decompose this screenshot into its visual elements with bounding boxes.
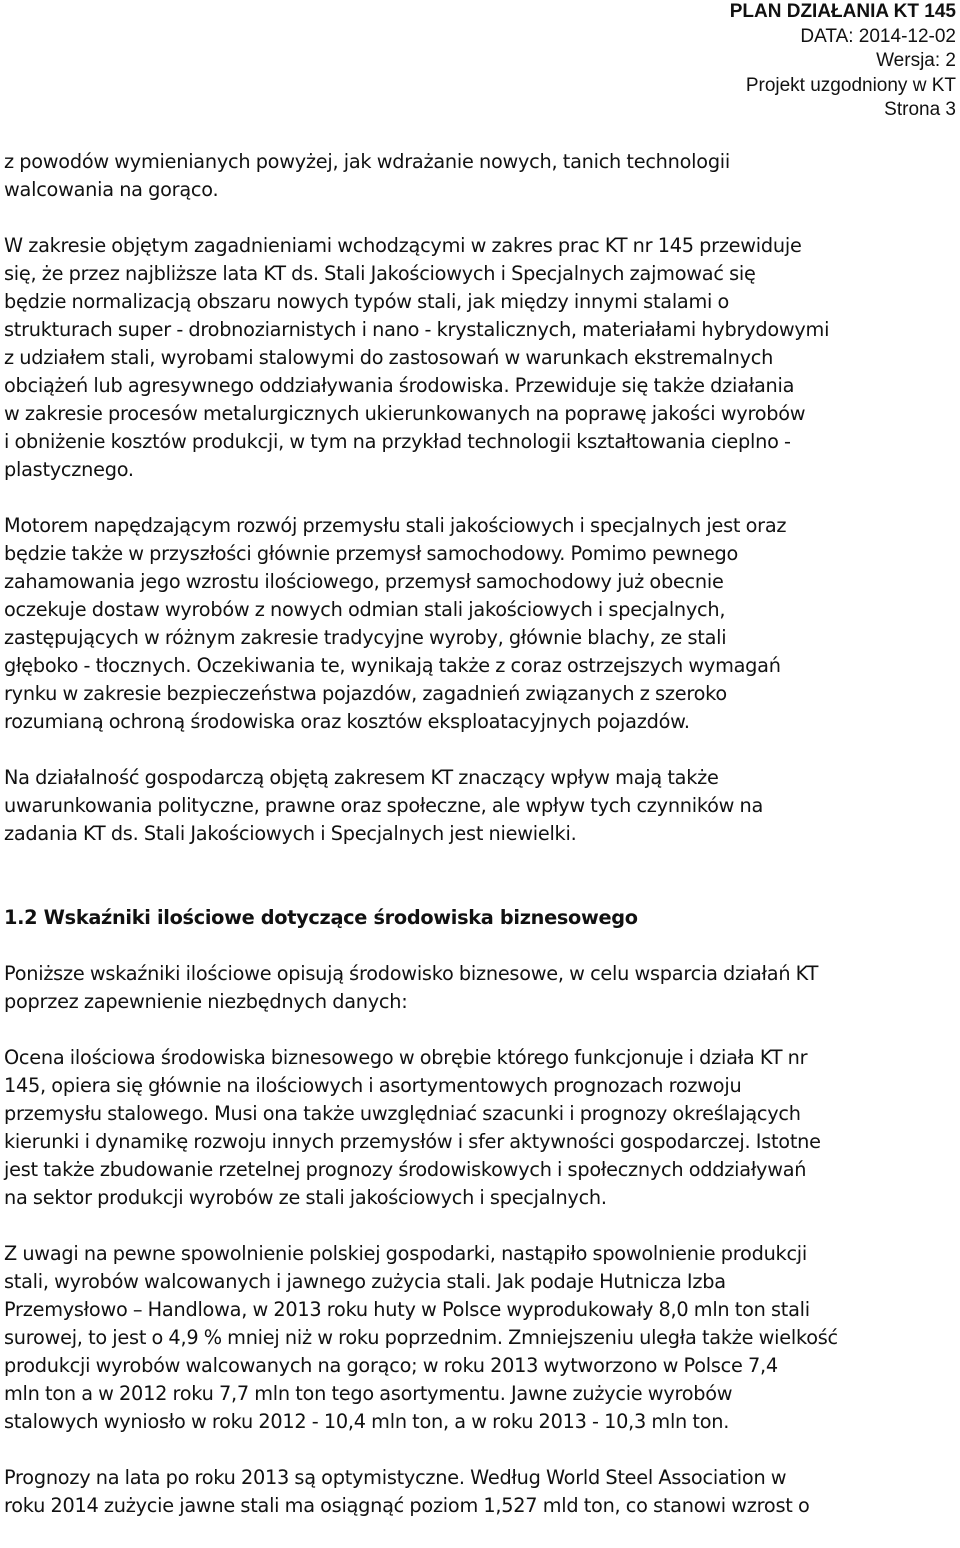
text-line: Ocena ilościowa środowiska biznesowego w obrębie którego funkcjonuje i działa KT nr: [4, 1046, 808, 1069]
text-line: Z uwagi na pewne spowolnienie polskiej gospodarki, nastąpiło spowolnienie produkcji: [4, 1242, 808, 1265]
text-line: uwarunkowania polityczne, prawne oraz społeczne, ale wpływ tych czynników na: [4, 794, 764, 817]
text-line: strukturach super - drobnoziarnistych i nano - krystalicznych, materiałami hybrydowymi: [4, 318, 830, 341]
text-line: przemysłu stalowego. Musi ona także uwzględniać szacunki i prognozy określających: [4, 1102, 801, 1125]
text-line: obciążeń lub agresywnego oddziaływania środowiska. Przewiduje się także działania: [4, 374, 795, 397]
text-line: stali, wyrobów walcowanych i jawnego zużycia stali. Jak podaje Hutnicza Izba: [4, 1270, 726, 1293]
paragraph-1: [4, 148, 956, 204]
text-line: rynku w zakresie bezpieczeństwa pojazdów, zagadnień związanych z szeroko: [4, 682, 727, 705]
text-line: Motorem napędzającym rozwój przemysłu stali jakościowych i specjalnych jest oraz: [4, 514, 787, 537]
document-title: PLAN DZIAŁANIA KT 145: [729, 1, 956, 22]
text-line: z powodów wymienianych powyżej, jak wdrażanie nowych, tanich technologii: [4, 150, 731, 173]
document-status: Projekt uzgodniony w KT: [745, 74, 956, 96]
text-line: się, że przez najbliższe lata KT ds. Stali Jakościowych i Specjalnych zajmować się: [4, 262, 756, 285]
text-line: rozumianą ochroną środowiska oraz kosztów eksploatacyjnych pojazdów.: [4, 710, 690, 733]
text-line: zastępujących w różnym zakresie tradycyjne wyroby, głównie blachy, ze stali: [4, 626, 727, 649]
document-version: Wersja: 2: [876, 50, 956, 71]
text-line: Przemysłowo – Handlowa, w 2013 roku huty w Polsce wyprodukowały 8,0 mln ton stali: [4, 1298, 810, 1321]
paragraph-4: [4, 764, 956, 848]
text-line: plastycznego.: [4, 458, 134, 481]
page-number: Strona 3: [884, 99, 956, 120]
text-line: mln ton a w 2012 roku 7,7 mln ton tego asortymentu. Jawne zużycie wyrobów: [4, 1382, 733, 1405]
text-line: Na działalność gospodarczą objętą zakresem KT znaczący wpływ mają także: [4, 766, 719, 789]
section-heading: 1.2 Wskaźniki ilościowe dotyczące środowiska biznesowego: [4, 906, 638, 929]
text-line: i obniżenie kosztów produkcji, w tym na przykład technologii kształtowania cieplno -: [4, 430, 791, 453]
paragraph-5: [4, 960, 956, 1016]
text-line: Poniższe wskaźniki ilościowe opisują środowisko biznesowe, w celu wsparcia działań KT: [4, 962, 819, 985]
text-line: zadania KT ds. Stali Jakościowych i Specjalnych jest niewielki.: [4, 822, 577, 845]
document-body: [4, 148, 956, 1548]
text-line: 145, opiera się głównie na ilościowych i asortymentowych prognozach rozwoju: [4, 1074, 742, 1097]
document-date: DATA: 2014-12-02: [800, 25, 956, 47]
text-line: głęboko - tłocznych. Oczekiwania te, wynikają także z coraz ostrzejszych wymagań: [4, 654, 781, 677]
text-line: surowej, to jest o 4,9 % mniej niż w roku poprzednim. Zmniejszeniu uległa także wielkość: [4, 1326, 838, 1349]
text-line: produkcji wyrobów walcowanych na gorąco; w roku 2013 wytworzono w Polsce 7,4: [4, 1354, 778, 1377]
paragraph-7: [4, 1240, 956, 1436]
text-line: jest także zbudowanie rzetelnej prognozy środowiskowych i społecznych oddziaływań: [4, 1158, 807, 1181]
text-line: W zakresie objętym zagadnieniami wchodzącymi w zakres prac KT nr 145 przewiduje: [4, 234, 802, 257]
paragraph-8: [4, 1464, 956, 1520]
text-line: na sektor produkcji wyrobów ze stali jakościowych i specjalnych.: [4, 1186, 607, 1209]
text-line: Prognozy na lata po roku 2013 są optymistyczne. Według World Steel Association w: [4, 1466, 787, 1489]
paragraph-2: [4, 232, 956, 484]
paragraph-3: [4, 512, 956, 736]
text-line: będzie także w przyszłości głównie przemysł samochodowy. Pomimo pewnego: [4, 542, 739, 565]
text-line: będzie normalizacją obszaru nowych typów stali, jak między innymi stalami o: [4, 290, 730, 313]
text-line: kierunki i dynamikę rozwoju innych przemysłów i sfer aktywności gospodarczej. Istotne: [4, 1130, 821, 1153]
page-header: [730, 0, 956, 123]
text-line: stalowych wyniosło w roku 2012 - 10,4 mln ton, a w roku 2013 - 10,3 mln ton.: [4, 1410, 730, 1433]
text-line: w zakresie procesów metalurgicznych ukierunkowanych na poprawę jakości wyrobów: [4, 402, 806, 425]
text-line: z udziałem stali, wyrobami stalowymi do zastosowań w warunkach ekstremalnych: [4, 346, 774, 369]
paragraph-6: [4, 1044, 956, 1212]
text-line: oczekuje dostaw wyrobów z nowych odmian stali jakościowych i specjalnych,: [4, 598, 726, 621]
text-line: zahamowania jego wzrostu ilościowego, przemysł samochodowy już obecnie: [4, 570, 724, 593]
text-line: walcowania na gorąco.: [4, 178, 219, 201]
text-line: roku 2014 zużycie jawne stali ma osiągnąć poziom 1,527 mld ton, co stanowi wzrost o: [4, 1494, 810, 1517]
text-line: poprzez zapewnienie niezbędnych danych:: [4, 990, 408, 1013]
